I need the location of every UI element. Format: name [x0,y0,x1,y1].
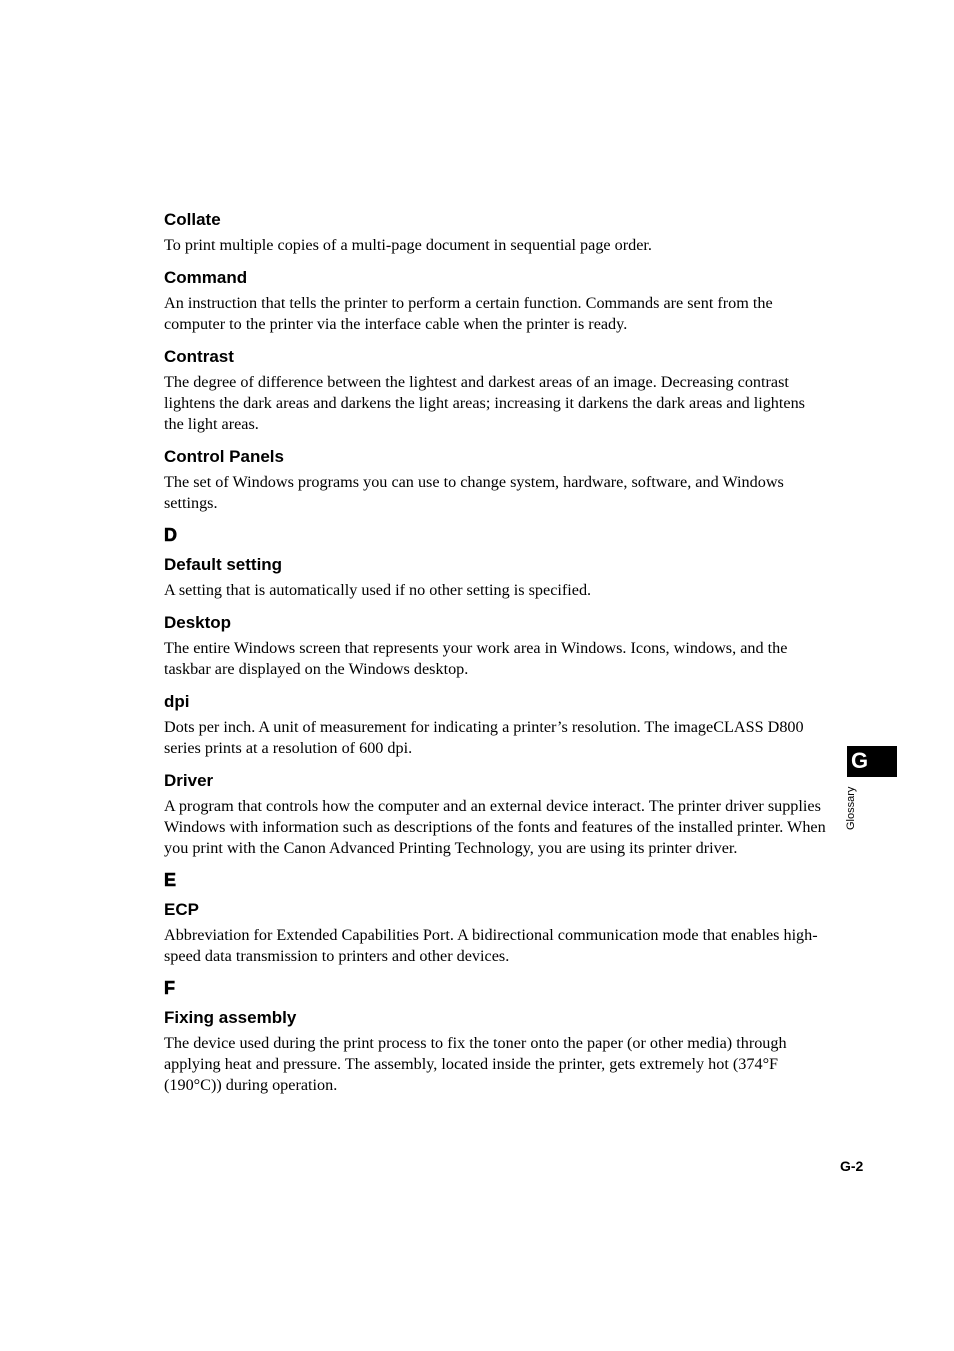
chapter-tab-letter: G [851,748,869,773]
glossary-entry-ecp [164,899,828,967]
glossary-entry-control-panels [164,446,828,514]
glossary-term: Fixing assembly [164,1008,297,1027]
glossary-definition: An instruction that tells the printer to perform a certain function. Commands are sent from the computer to the printer via the interface cable when the printer is ready. [164,294,773,333]
glossary-definition: The degree of difference between the lightest and darkest areas of an image. Decreasing contrast lightens the dark areas and darkens the light areas; increasing it darkens the dark areas and lightens the light areas. [164,373,805,433]
page-number: G-2 [840,1158,864,1174]
glossary-term: Default setting [164,555,283,574]
glossary-entry-driver [164,770,828,859]
glossary-term: ECP [164,900,199,919]
chapter-tab-label: Glossary [845,786,857,830]
glossary-definition: The device used during the print process to fix the toner onto the paper (or other media) through applying heat and pressure. The assembly, located inside the printer, gets extremely hot (374°F (190°C)) during operation. [164,1034,787,1094]
glossary-content [164,209,828,1107]
glossary-term: Control Panels [164,447,284,466]
glossary-term: Collate [164,210,221,229]
glossary-entry-dpi [164,691,828,759]
glossary-definition: A setting that is automatically used if no other setting is specified. [164,581,592,599]
glossary-definition: Abbreviation for Extended Capabilities Port. A bidirectional communication mode that enables high-speed data transmission to printers and other devices. [164,926,818,965]
glossary-entry-contrast [164,346,828,435]
section-letter-f: F [164,978,175,998]
glossary-entry-desktop [164,612,828,680]
glossary-definition: The entire Windows screen that represents your work area in Windows. Icons, windows, and the taskbar are displayed on the Windows desktop. [164,639,788,678]
glossary-definition: Dots per inch. A unit of measurement for indicating a printer’s resolution. The imageCLASS D800 series prints at a resolution of 600 dpi. [164,718,804,757]
glossary-term: dpi [164,692,190,711]
chapter-tab [847,746,897,777]
glossary-term: Desktop [164,613,232,632]
glossary-definition: The set of Windows programs you can use to change system, hardware, software, and Windows settings. [164,473,784,512]
glossary-term: Command [164,268,248,287]
glossary-definition: To print multiple copies of a multi-page document in sequential page order. [164,236,652,254]
glossary-term: Driver [164,771,214,790]
section-letter-d: D [164,525,177,545]
glossary-entry-fixing-assembly [164,1007,828,1096]
glossary-definition: A program that controls how the computer and an external device interact. The printer driver supplies Windows with information such as descriptions of the fonts and features of the installed printer. When you print with the Canon Advanced Printing Technology, you are using its printer driver. [164,797,826,857]
section-letter-e: E [164,870,177,890]
glossary-term: Contrast [164,347,234,366]
glossary-entry-command [164,267,828,335]
glossary-entry-default-setting [164,554,828,601]
glossary-entry-collate [164,209,828,256]
